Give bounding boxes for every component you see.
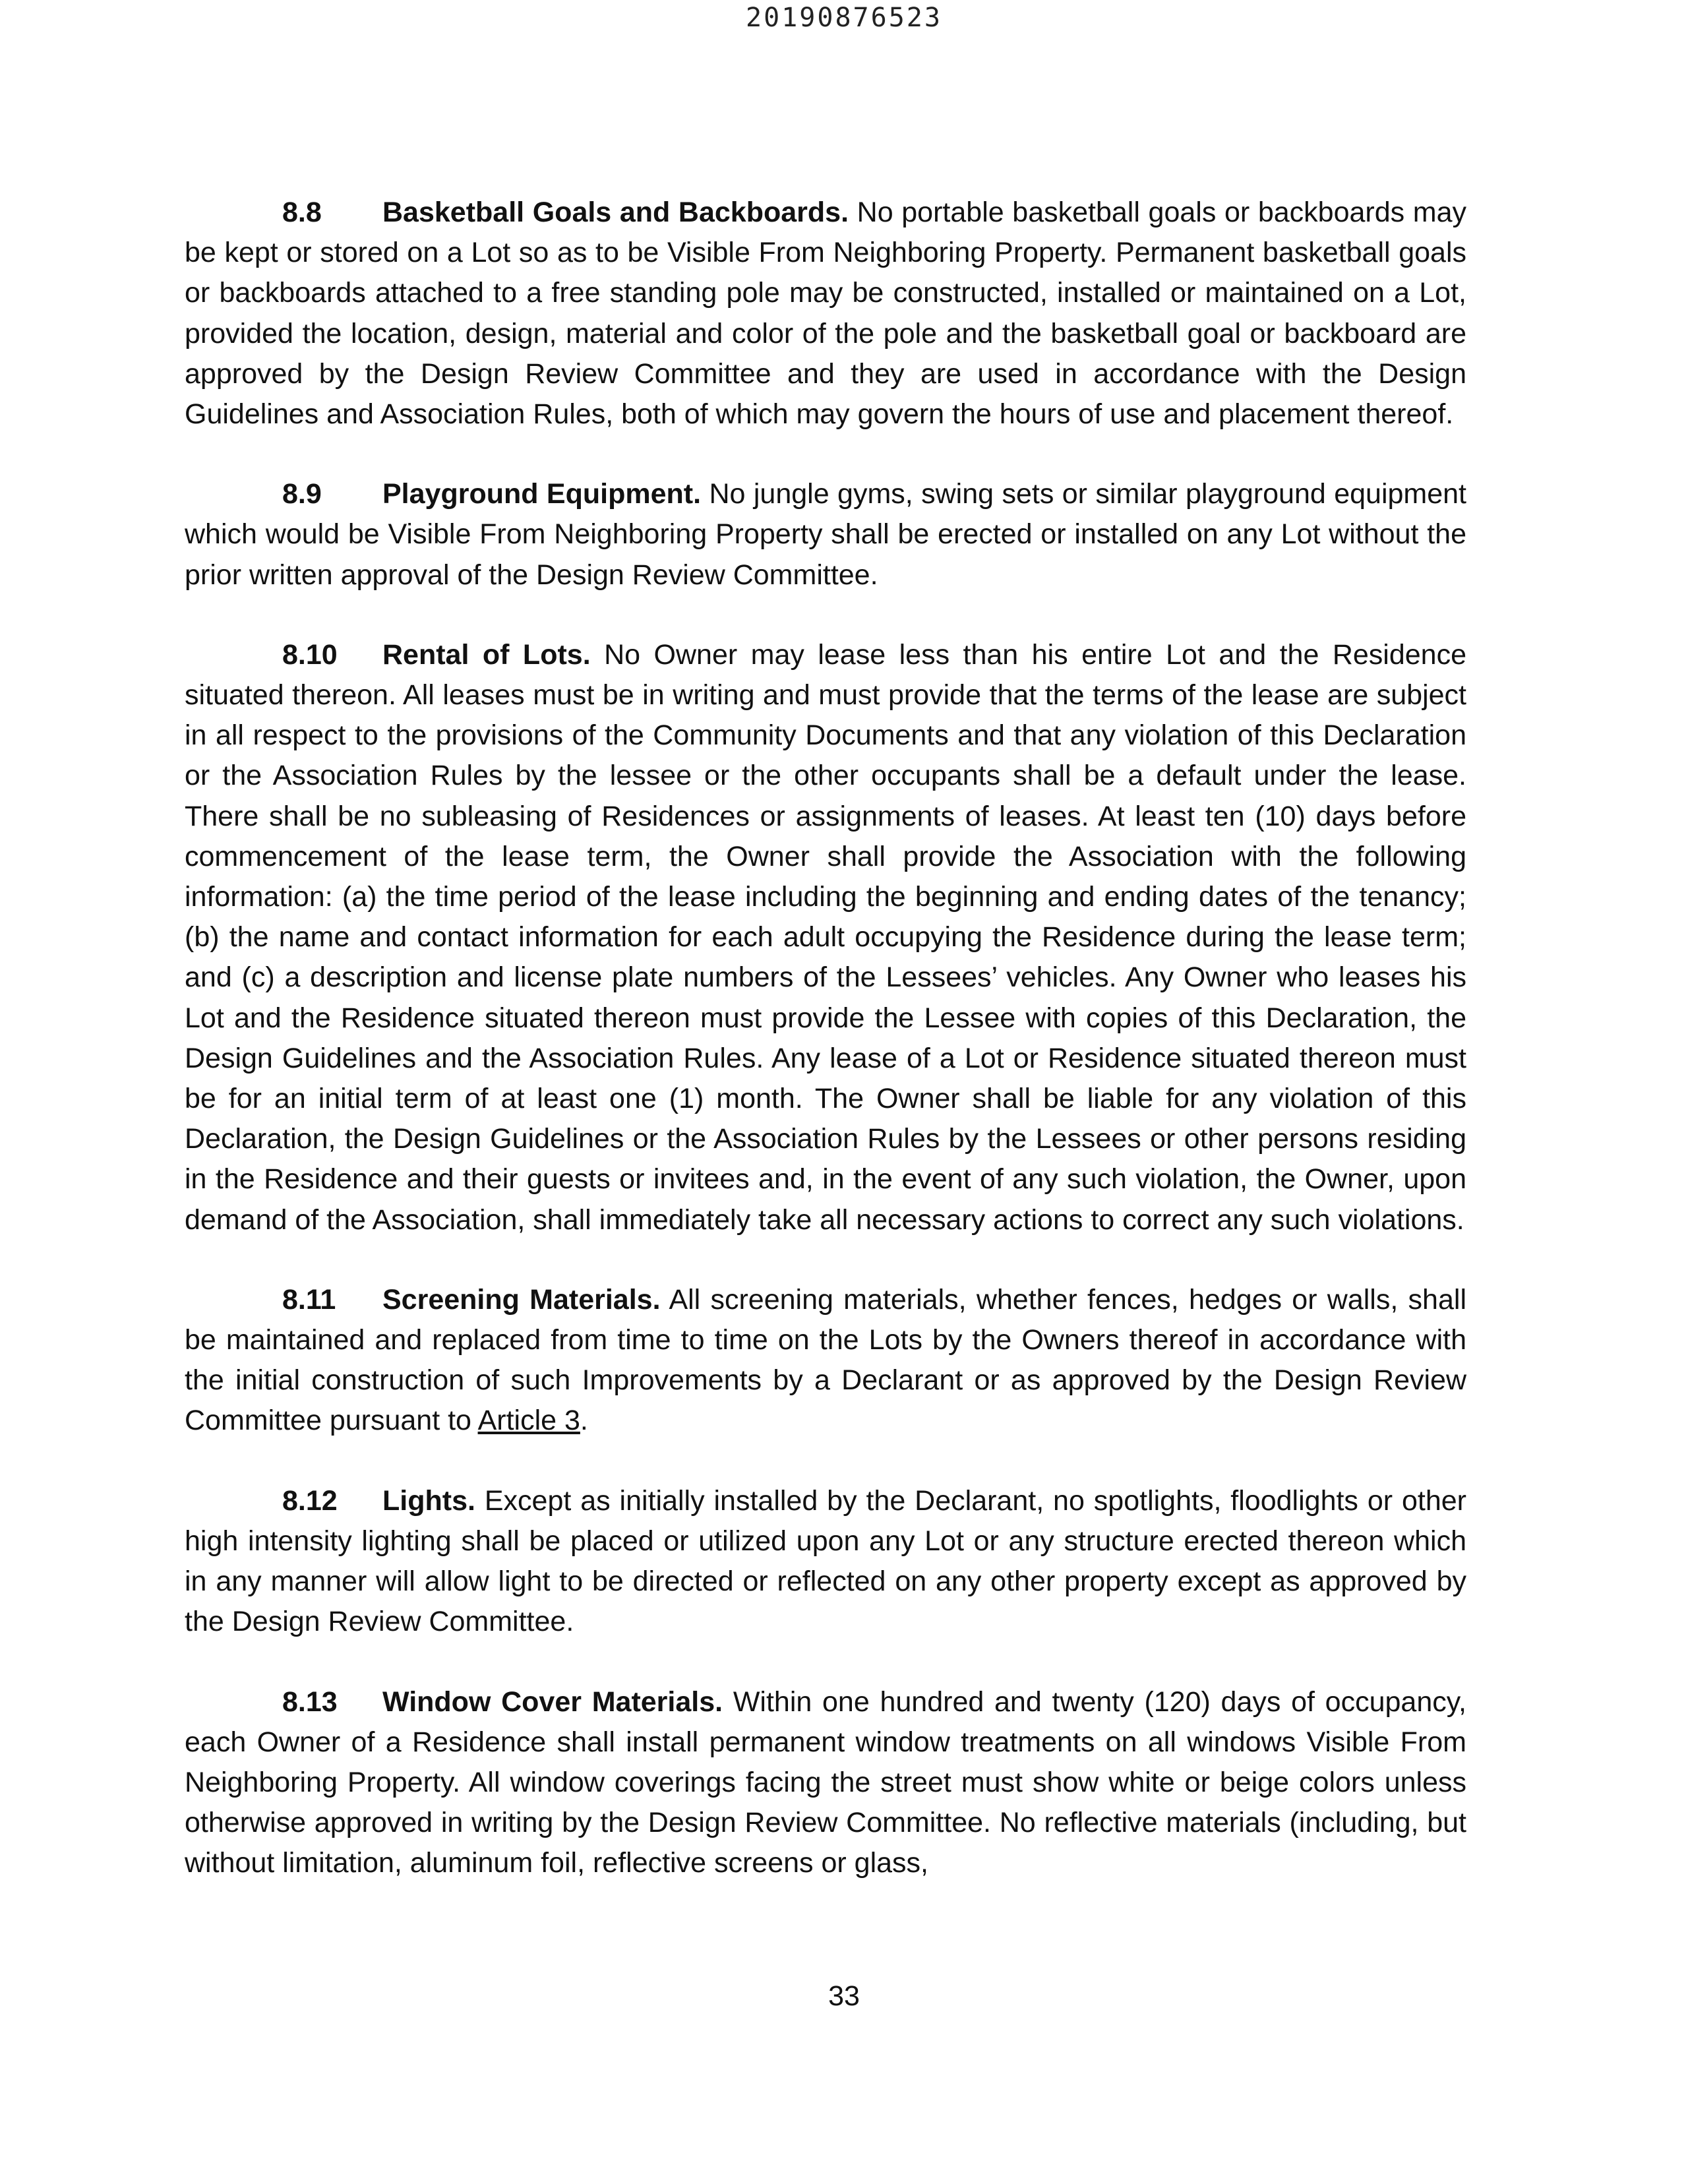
article-3-reference-link[interactable]: Article 3 (477, 1405, 580, 1437)
section-8-11 (185, 1280, 1466, 1441)
section-title: Lights. (382, 1484, 475, 1517)
section-8-12 (185, 1481, 1466, 1643)
section-title: Window Cover Materials. (382, 1685, 723, 1718)
section-title: Rental of Lots. (382, 638, 591, 671)
section-text: Except as initially installed by the Declarant, no spotlights, floodlights or other high intensity lighting shall be placed or utilized upon any Lot or any structure erected thereon which in any manner will allow light to be directed or reflected on any other property except as approved by the Design Review Committee. (185, 1484, 1466, 1638)
section-text: All screening materials, whether fences, hedges or walls, shall be maintained and replaced from time to time on the Lots by the Owners thereof in accordance with the initial construction of such Improvements by a Declarant or as approved by the Design Review Committee pursuant to (185, 1283, 1466, 1437)
section-8-8 (185, 193, 1466, 435)
section-text: Within one hundred and twenty (120) days of occupancy, each Owner of a Residence shall install permanent window treatments on all windows Visible From Neighboring Property. All window coverings facing the street must show white or beige colors unless otherwise approved in writing by the Design Review Committee. No reflective materials (including, but without limitation, aluminum foil, reflective screens or glass, (185, 1685, 1466, 1879)
section-number: 8.8 (282, 197, 322, 228)
document-number: 20190876523 (746, 3, 942, 33)
section-number: 8.12 (282, 1484, 338, 1517)
document-body (185, 193, 1466, 1924)
section-number: 8.11 (282, 1283, 336, 1316)
section-text-end: . (580, 1405, 588, 1437)
section-number: 8.10 (282, 638, 338, 671)
section-8-13 (185, 1682, 1466, 1884)
section-number: 8.13 (282, 1685, 338, 1718)
section-title: Basketball Goals and Backboards. (382, 197, 849, 228)
section-8-10 (185, 635, 1466, 1240)
section-text: No jungle gyms, swing sets or similar playground equipment which would be Visible From Neighboring Property shall be erected or installed on any Lot without the prior written approval of the Design Review Committee. (185, 478, 1467, 591)
section-title: Playground Equipment. (382, 478, 702, 510)
section-text: No Owner may lease less than his entire Lot and the Residence situated thereon. All leases must be in writing and must provide that the terms of the lease are subject in all respect to the provisions of the Community Documents and that any violation of this Declaration or the Association Rules by the lessee or the other occupants shall be a default under the lease. There shall be no subleasing of Residences or assignments of leases. At least ten (10) days before commencement of the lease term, the Owner shall provide the Association with the following information: (a) the time period of the lease including the beginning and ending dates of the tenancy; (b) the name and contact information for each adult occupying the Residence during the lease term; and (c) a description and license plate numbers of the Lessees’ vehicles. Any Owner who leases his Lot and the Residence situated thereon must provide the Lessee with copies of this Declaration, the Design Guidelines and the Association Rules. Any lease of a Lot or Residence situated thereon must be for an initial term of at least one (1) month. The Owner shall be liable for any violation of this Declaration, the Design Guidelines or the Association Rules by the Lessees or other persons residing in the Residence and their guests or invitees and, in the event of any such violation, the Owner, upon demand of the Association, shall immediately take all necessary actions to correct any such violations. (185, 638, 1466, 1236)
section-text: No portable basketball goals or backboards may be kept or stored on a Lot so as to be Visible From Neighboring Property. Permanent basketball goals or backboards attached to a free standing pole may be constructed, installed or maintained on a Lot, provided the location, design, material and color of the pole and the basketball goal or backboard are approved by the Design Review Committee and they are used in accordance with the Design Guidelines and Association Rules, both of which may govern the hours of use and placement thereof. (185, 197, 1466, 431)
section-number: 8.9 (282, 478, 322, 510)
page-number: 33 (828, 1980, 860, 2012)
section-8-9 (185, 474, 1466, 595)
section-title: Screening Materials. (382, 1283, 661, 1316)
